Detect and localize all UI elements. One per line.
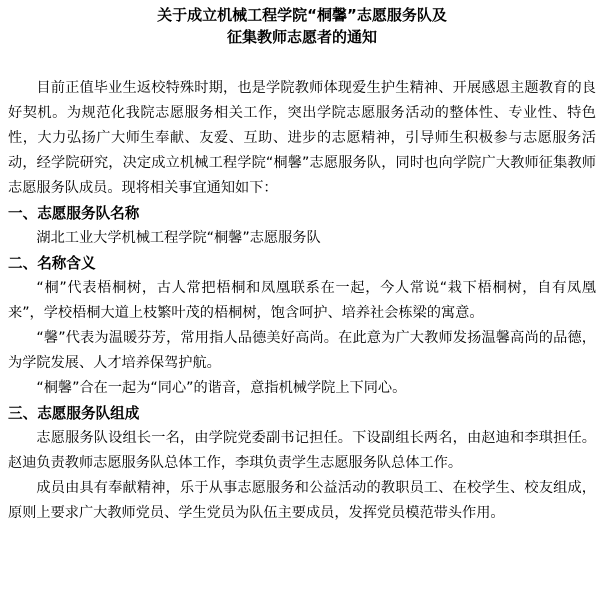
document-title-line1: 关于成立机械工程学院“桐馨”志愿服务队及 bbox=[157, 6, 447, 24]
section2-paragraph-3: “桐馨”合在一起为“同心”的谐音，意指机械学院上下同心。 bbox=[36, 380, 407, 396]
section1-heading: 一、志愿服务队名称 bbox=[8, 205, 140, 222]
section2-paragraph-2: “馨”代表为温暖芬芳，常用指人品德美好高尚。在此意为广大教师发扬温馨高尚的品德，为学院发展、人才培养保驾护航。 bbox=[8, 330, 596, 371]
section3-paragraph-1: 志愿服务队设组长一名，由学院党委副书记担任。下设副组长两名，由赵迪和李琪担任。赵迪负责教师志愿服务队总体工作，李琪负责学生志愿服务队总体工作。 bbox=[8, 430, 596, 471]
document-title-line2: 征集教师志愿者的通知 bbox=[226, 28, 377, 46]
section2-paragraph-1: “桐”代表梧桐树，古人常把梧桐和凤凰联系在一起，今人常说“栽下梧桐树，自有凤凰来”，学校梧桐大道上枝繁叶茂的梧桐树，饱含呵护、培养社会栋梁的寓意。 bbox=[8, 280, 596, 321]
intro-paragraph: 目前正值毕业生返校特殊时期，也是学院教师体现爱生护生精神、开展感恩主题教育的良好契机。为规范化我院志愿服务相关工作，突出学院志愿服务活动的整体性、专业性、特色性，大力弘扬广大师生奉献、友爱、互助、进步的志愿精神，引导师生积极参与志愿服务活动，经学院研究，决定成立机械工程学院“桐馨”志愿服务队，同时也向学院广大教师征集教师志愿服务队成员。现将相关事宜通知如下： bbox=[8, 80, 596, 196]
section1-body: 湖北工业大学机械工程学院“桐馨”志愿服务队 bbox=[36, 230, 321, 246]
section3-paragraph-2: 成员由具有奉献精神，乐于从事志愿服务和公益活动的教职员工、在校学生、校友组成，原则上要求广大教师党员、学生党员为队伍主要成员，发挥党员模范带头作用。 bbox=[8, 480, 596, 521]
section3-heading: 三、志愿服务队组成 bbox=[8, 405, 140, 422]
section2-heading: 二、名称含义 bbox=[8, 255, 96, 272]
